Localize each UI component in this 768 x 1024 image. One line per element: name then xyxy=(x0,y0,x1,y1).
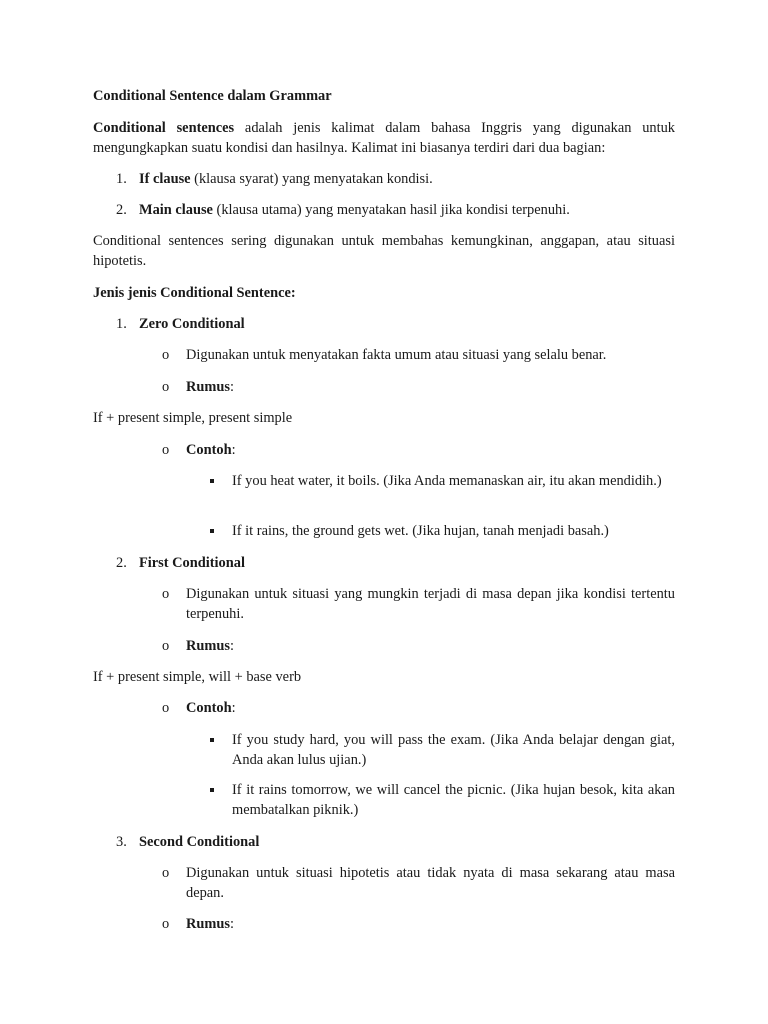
list-number: 2. xyxy=(116,202,127,218)
formula-text: If + present simple, will + base verb xyxy=(93,669,302,685)
type-description: Digunakan untuk situasi hipotetis atau tidak nyata di masa sekarang atau masa depan. xyxy=(186,865,675,901)
circle-bullet-icon: o xyxy=(162,586,170,602)
circle-bullet-icon: o xyxy=(162,442,170,458)
type-number: 1. xyxy=(116,316,127,332)
circle-bullet-icon: o xyxy=(162,700,170,716)
section-heading: Jenis jenis Conditional Sentence: xyxy=(93,285,296,301)
circle-bullet-icon: o xyxy=(162,347,170,363)
intro-term: Conditional sentences xyxy=(93,120,235,136)
example-label: Contoh: xyxy=(186,700,236,716)
list-item: If clause (klausa syarat) yang menyatakan kondisi. xyxy=(139,171,433,187)
type-name: Second Conditional xyxy=(139,834,260,850)
type-description: Digunakan untuk menyatakan fakta umum atau situasi yang selalu benar. xyxy=(186,347,607,363)
type-name: First Conditional xyxy=(139,555,245,571)
intro-text: adalah jenis kalimat dalam bahasa Inggris yang digunakan untuk mengungkapkan suatu kondisi dan hasilnya. Kalimat ini biasanya terdiri dari dua bagian: xyxy=(93,120,675,156)
list-number: 1. xyxy=(116,171,127,187)
square-bullet-icon xyxy=(210,529,214,533)
circle-bullet-icon: o xyxy=(162,638,170,654)
example-label: Contoh: xyxy=(186,442,236,458)
square-bullet-icon xyxy=(210,738,214,742)
list-item: Main clause (klausa utama) yang menyatakan hasil jika kondisi terpenuhi. xyxy=(139,202,570,218)
formula-label: Rumus: xyxy=(186,638,234,654)
page-title: Conditional Sentence dalam Grammar xyxy=(93,88,332,104)
circle-bullet-icon: o xyxy=(162,865,170,881)
example-item: If you heat water, it boils. (Jika Anda memanaskan air, itu akan mendidih.) xyxy=(232,473,662,489)
usage-paragraph: Conditional sentences sering digunakan untuk membahas kemungkinan, anggapan, atau situasi hipotetis. xyxy=(93,233,675,269)
square-bullet-icon xyxy=(210,479,214,483)
intro-paragraph xyxy=(93,118,675,158)
example-item: If it rains, the ground gets wet. (Jika hujan, tanah menjadi basah.) xyxy=(232,523,609,539)
square-bullet-icon xyxy=(210,788,214,792)
type-number: 2. xyxy=(116,555,127,571)
formula-text: If + present simple, present simple xyxy=(93,410,293,426)
formula-label: Rumus: xyxy=(186,916,234,932)
example-item: If it rains tomorrow, we will cancel the picnic. (Jika hujan besok, kita akan membatalkan piknik.) xyxy=(232,782,675,818)
circle-bullet-icon: o xyxy=(162,379,170,395)
example-item: If you study hard, you will pass the exam. (Jika Anda belajar dengan giat, Anda akan lulus ujian.) xyxy=(232,732,675,768)
formula-label: Rumus: xyxy=(186,379,234,395)
type-number: 3. xyxy=(116,834,127,850)
type-description: Digunakan untuk situasi yang mungkin terjadi di masa depan jika kondisi tertentu terpenuhi. xyxy=(186,586,675,622)
circle-bullet-icon: o xyxy=(162,916,170,932)
type-name: Zero Conditional xyxy=(139,316,245,332)
